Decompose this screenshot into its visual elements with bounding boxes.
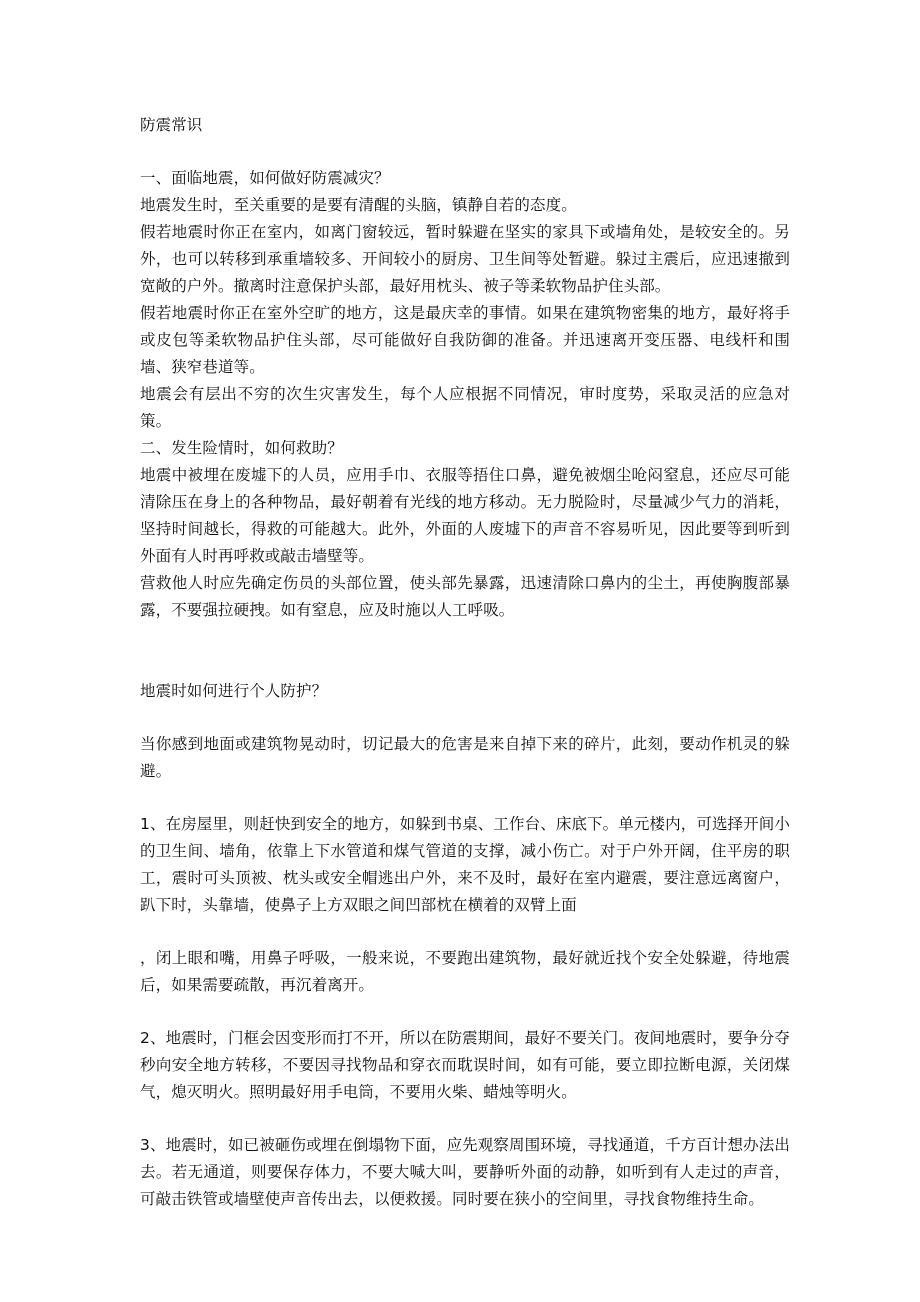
part1-heading: 一、面临地震，如何做好防震减灾？ xyxy=(140,169,390,187)
spacer xyxy=(140,999,790,1025)
spacer xyxy=(140,1106,790,1132)
part1-paragraph-2: 假若地震时你正在室内，如离门窗较远，暂时躲避在坚实的家具下或墙角处，是较安全的。另外，也可以转移到承重墙较多、开间较小的厨房、卫生间等处暂避。躲过主震后，应迅速撤到宽敞的户外。撤离时注意保护头部，最好用枕头、被子等柔软物品护住头部。 xyxy=(140,223,790,295)
section2-item-1-part-1: 1、在房屋里，则赶快到安全的地方，如躲到书桌、工作台、床底下。单元楼内，可选择开间小的卫生间、墙角，依靠上下水管道和煤气管道的支撑，减小伤亡。对于户外开阔，住平房的职工，震时可头顶被、枕头或安全帽逃出户外，来不及时，最好在室内避震，要注意远离窗户，趴下时，头靠墙，使鼻子上方双眼之间凹部枕在横着的双臂上面 xyxy=(140,815,790,914)
part2-paragraph-2: 营救他人时应先确定伤员的头部位置，使头部先暴露，迅速清除口鼻内的尘土，再使胸腹部暴露，不要强拉硬拽。如有窒息，应及时施以人工呼吸。 xyxy=(140,574,790,619)
part2-heading: 二、发生险情时，如何救助？ xyxy=(140,439,343,457)
spacer xyxy=(140,919,790,945)
document-title: 防震常识 xyxy=(140,116,203,134)
section2-item-3: 3、地震时，如已被砸伤或埋在倒塌物下面，应先观察周围环境，寻找通道，千方百计想办法出去。若无通道，则要保存体力，不要大喊大叫，要静听外面的动静，如听到有人走过的声音，可敲击铁管或墙壁使声音传出去，以便救援。同时要在狭小的空间里，寻找食物维持生命。 xyxy=(140,1136,790,1208)
part1-paragraph-4: 地震会有层出不穷的次生灾害发生，每个人应根据不同情况，审时度势，采取灵活的应急对策。 xyxy=(140,385,790,430)
section2-item-1-part-2: ，闭上眼和嘴，用鼻子呼吸，一般来说，不要跑出建筑物，最好就近找个安全处躲避，待地震后，如果需要疏散，再沉着离开。 xyxy=(140,949,790,994)
section2-title: 地震时如何进行个人防护？ xyxy=(140,682,328,700)
part2-paragraph-1: 地震中被埋在废墟下的人员，应用手巾、衣服等捂住口鼻，避免被烟尘呛闷窒息，还应尽可能清除压在身上的各种物品，最好朝着有光线的地方移动。无力脱险时，尽量减少气力的消耗，坚持时间越长，得救的可能越大。此外，外面的人废墟下的声音不容易听见，因此要等到听到外面有人时再呼救或敲击墙壁等。 xyxy=(140,466,790,565)
spacer xyxy=(140,785,790,811)
part1-paragraph-3: 假若地震时你正在室外空旷的地方，这是最庆幸的事情。如果在建筑物密集的地方，最好将手或皮包等柔软物品护住头部，尽可能做好自我防御的准备。并迅速离开变压器、电线杆和围墙、狭窄巷道等。 xyxy=(140,304,790,376)
spacer xyxy=(140,705,790,731)
spacer xyxy=(140,139,790,165)
document-page xyxy=(140,112,790,1213)
part1-paragraph-1: 地震发生时，至关重要的是要有清醒的头脑，镇静自若的态度。 xyxy=(140,196,577,214)
section2-item-2: 2、地震时，门框会因变形而打不开，所以在防震期间，最好不要关门。夜间地震时，要争分夺秒向安全地方转移，不要因寻找物品和穿衣而耽误时间，如有可能，要立即拉断电源，关闭煤气，熄灭明火。照明最好用手电筒，不要用火柴、蜡烛等明火。 xyxy=(140,1029,790,1101)
spacer xyxy=(140,624,790,678)
section2-intro: 当你感到地面或建筑物晃动时，切记最大的危害是来自掉下来的碎片，此刻，要动作机灵的躲避。 xyxy=(140,735,790,780)
